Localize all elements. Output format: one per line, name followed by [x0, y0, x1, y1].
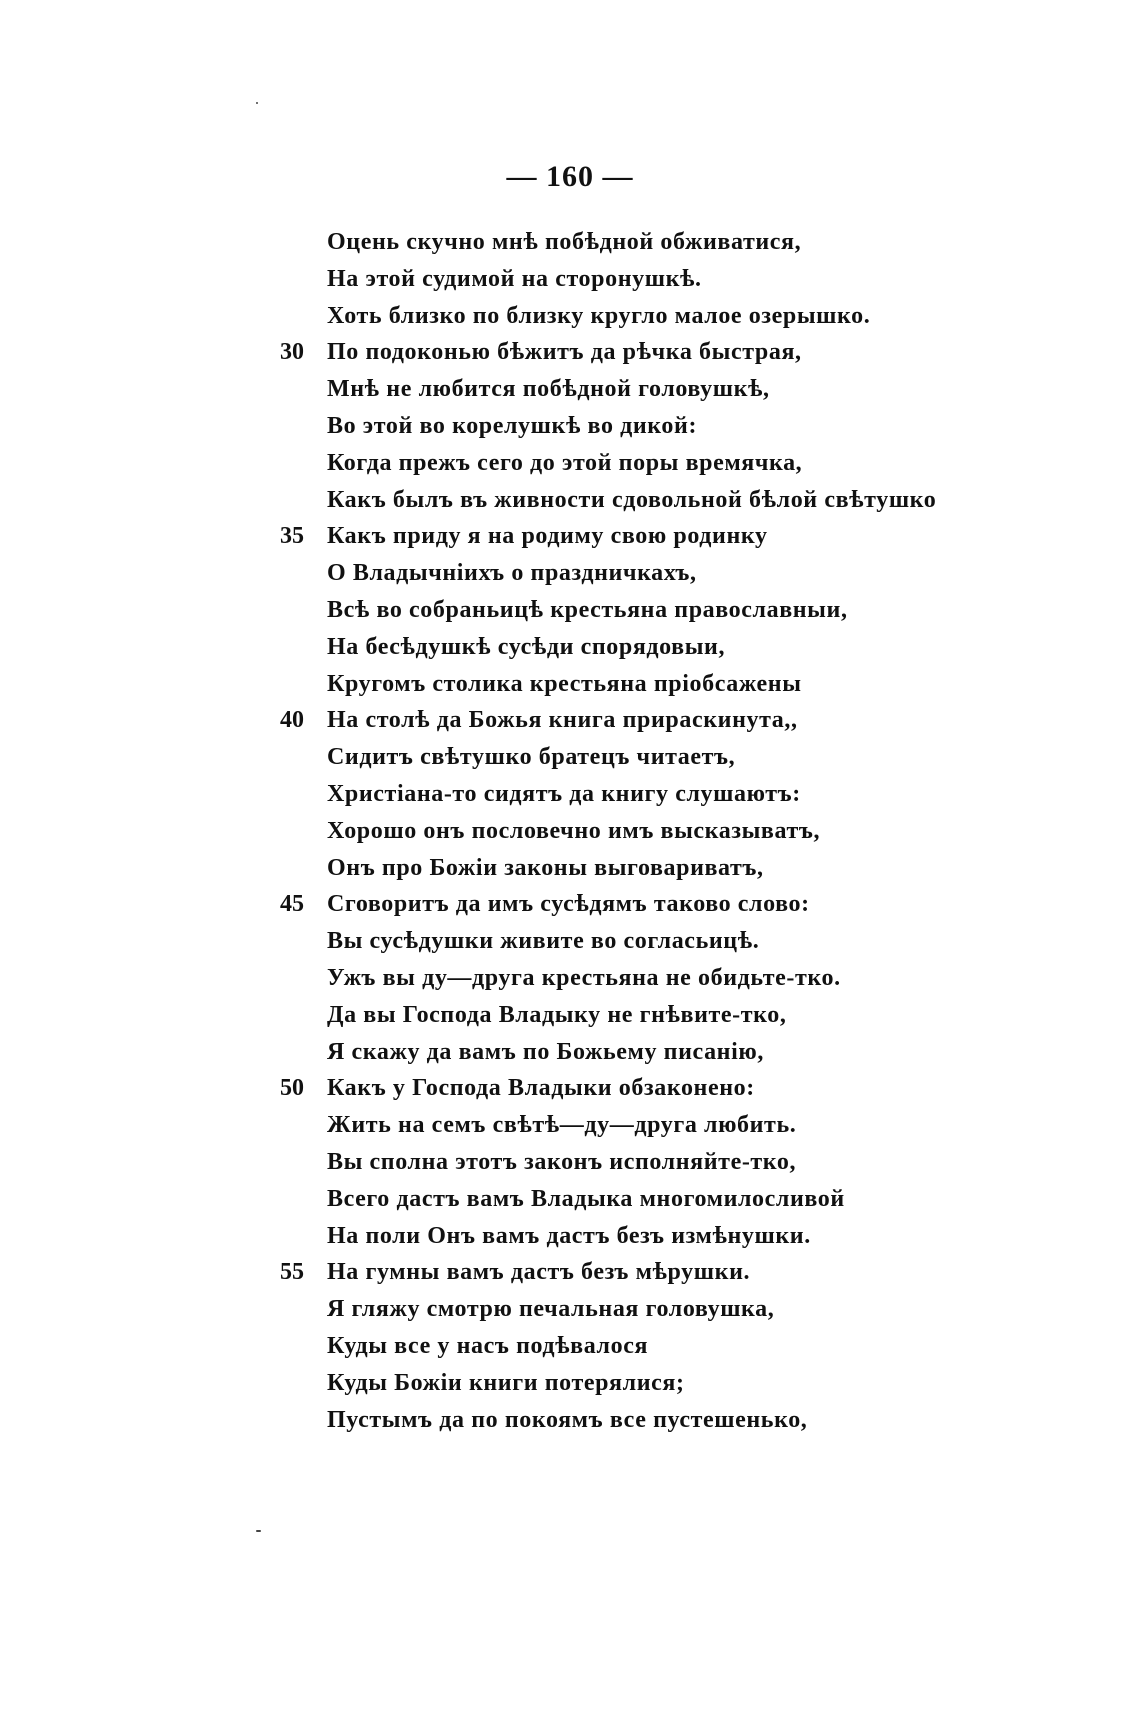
line-text: Всѣ во собраньицѣ крестьяна православныи, [327, 596, 848, 623]
poem-line [0, 1291, 1140, 1328]
scan-speck [256, 1530, 261, 1532]
line-number: 40 [280, 707, 304, 734]
poem-line [0, 1181, 1140, 1218]
poem-line [0, 1365, 1140, 1402]
line-text: Какъ былъ въ живности сдовольной бѣлой свѣтушко [327, 486, 937, 513]
poem-line [0, 960, 1140, 997]
poem-line [0, 224, 1140, 261]
line-text: Какъ приду я на родиму свою родинку [327, 523, 768, 550]
line-text: По подоконью бѣжитъ да рѣчка быстрая, [327, 339, 802, 366]
poem-line [0, 555, 1140, 592]
poem-line [0, 666, 1140, 703]
poem-line [0, 776, 1140, 813]
poem-line [0, 1328, 1140, 1365]
line-text: На поли Онъ вамъ дастъ безъ измѣнушки. [327, 1222, 811, 1249]
poem-line [0, 261, 1140, 298]
line-text: Сговоритъ да имъ сусѣдямъ таково слово: [327, 891, 810, 918]
poem-line [0, 482, 1140, 519]
line-text: Жить на семъ свѣтѣ—ду—друга любить. [327, 1112, 797, 1139]
line-text: Да вы Господа Владыку не гнѣвите-тко, [327, 1001, 787, 1028]
line-number: 45 [280, 891, 304, 918]
line-text: Ужъ вы ду—друга крестьяна не обидьте-тко. [327, 964, 841, 991]
poem-line [0, 629, 1140, 666]
line-text: Сидитъ свѣтушко братецъ читаетъ, [327, 744, 736, 771]
line-text: Во этой во корелушкѣ во дикой: [327, 412, 698, 439]
line-number: 55 [280, 1259, 304, 1286]
line-text: На этой судимой на сторонушкѣ. [327, 265, 702, 292]
poem-line [0, 1254, 1140, 1291]
line-number: 30 [280, 339, 304, 366]
poem-line [0, 1107, 1140, 1144]
poem-line [0, 739, 1140, 776]
poem-line [0, 813, 1140, 850]
line-number: 50 [280, 1075, 304, 1102]
poem-line [0, 702, 1140, 739]
line-text: О Владычніихъ о праздничкахъ, [327, 560, 697, 587]
poem-line [0, 518, 1140, 555]
poem-line [0, 850, 1140, 887]
page-number: — 160 — [506, 160, 634, 193]
line-text: Вы сполна этотъ законъ исполняйте-тко, [327, 1148, 797, 1175]
line-text: Кругомъ столика крестьяна пріобсажены [327, 670, 802, 697]
poem-line [0, 997, 1140, 1034]
line-text: Когда прежъ сего до этой поры времячка, [327, 449, 803, 476]
poem-line [0, 592, 1140, 629]
line-text: Вы сусѣдушки живите во согласьицѣ. [327, 928, 760, 955]
line-text: На бесѣдушкѣ сусѣди спорядовыи, [327, 633, 726, 660]
line-text: Онъ про Божіи законы выговариватъ, [327, 854, 764, 881]
poem-line [0, 1070, 1140, 1107]
line-text: Куды все у насъ подѣвалося [327, 1332, 649, 1359]
poem-line [0, 408, 1140, 445]
poem-line [0, 334, 1140, 371]
line-text: Хорошо онъ пословечно имъ высказыватъ, [327, 817, 821, 844]
line-text: На гумны вамъ дастъ безъ мѣрушки. [327, 1259, 751, 1286]
poem-line [0, 923, 1140, 960]
line-text: Я гляжу смотрю печальная головушка, [327, 1296, 775, 1323]
line-text: На столѣ да Божья книга прираскинута,, [327, 707, 798, 734]
line-text: Мнѣ не любится побѣдной головушкѣ, [327, 376, 770, 403]
line-number: 35 [280, 523, 304, 550]
line-text: Я скажу да вамъ по Божьему писанію, [327, 1038, 764, 1065]
poem-line [0, 1034, 1140, 1071]
poem-line [0, 1402, 1140, 1439]
line-text: Христіана-то сидятъ да книгу слушаютъ: [327, 780, 801, 807]
poem-text [0, 224, 1140, 1438]
poem-line [0, 886, 1140, 923]
line-text: Оцень скучно мнѣ побѣдной обживатися, [327, 229, 802, 255]
line-text: Какъ у Господа Владыки обзаконено: [327, 1075, 755, 1102]
line-text: Куды Божіи книги потерялися; [327, 1369, 685, 1396]
scan-speck [256, 102, 258, 104]
poem-line [0, 371, 1140, 408]
line-text: Пустымъ да по покоямъ все пустешенько, [327, 1406, 808, 1433]
poem-line [0, 298, 1140, 335]
poem-line [0, 1218, 1140, 1255]
poem-line [0, 445, 1140, 482]
line-text: Хоть близко по близку кругло малое озерышко. [327, 302, 871, 329]
line-text: Всего дастъ вамъ Владыка многомилосливой [327, 1185, 845, 1212]
poem-line [0, 1144, 1140, 1181]
